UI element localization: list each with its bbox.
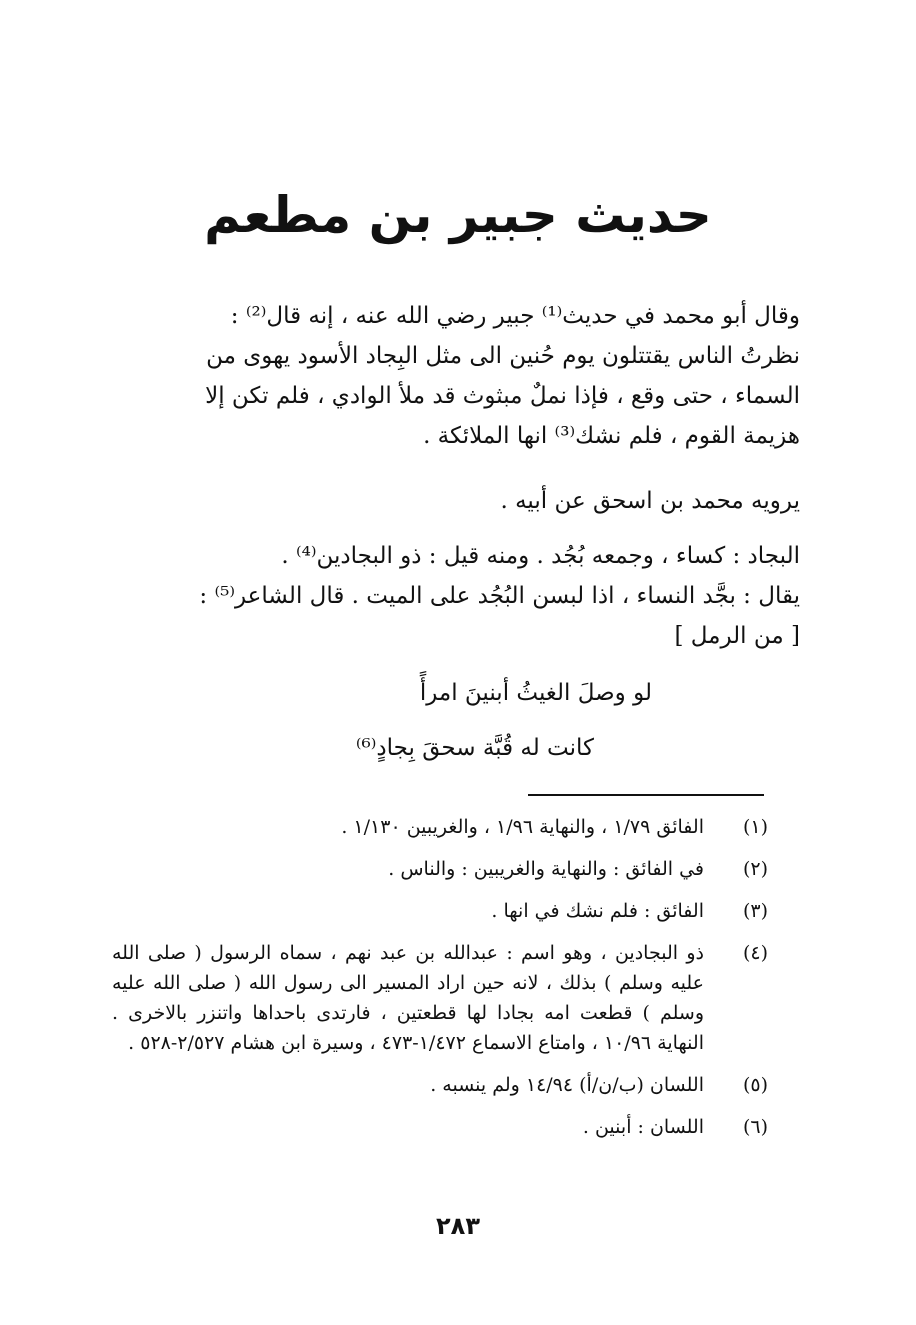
narration-paragraph — [112, 481, 800, 521]
text-line: وقال أبو محمد في حديث⁽¹⁾ جبير رضي الله عنه ، إنه قال⁽²⁾ : — [230, 303, 800, 329]
footnote-number: (١) — [742, 816, 768, 838]
verse-line-2: كانت له قُبَّة سحقَ بِجادٍ⁽⁶⁾ — [355, 735, 594, 761]
footnote-text: اللسان (ب/ن/أ) ١٤/٩٤ ولم ينسبه . — [430, 1074, 704, 1096]
footnote-number: (٣) — [742, 900, 768, 922]
hadith-paragraph — [112, 296, 800, 456]
footnote-text: في الفائق : والنهاية والغريبين : والناس . — [388, 858, 704, 880]
page-title: حديث جبير بن مطعم — [204, 186, 712, 244]
footnote — [112, 896, 768, 926]
footnote — [112, 1070, 768, 1100]
footnote-number: (٢) — [742, 858, 768, 880]
footnote-text: اللسان : أبنين . — [582, 1116, 704, 1138]
text-line: يقال : بجَّد النساء ، اذا لبسن البُجُد على الميت . قال الشاعر⁽⁵⁾ : — [199, 583, 800, 609]
explanation-paragraph — [112, 536, 800, 656]
footnote — [112, 812, 768, 842]
footnote-number: (٤) — [742, 942, 768, 964]
verse-line-1: لو وصلَ الغيثُ أبنينَ امرأً — [419, 680, 652, 706]
text-line: يرويه محمد بن اسحق عن أبيه . — [500, 488, 800, 514]
footnotes — [112, 812, 768, 1154]
meter-label: [ من الرمل ] — [674, 623, 800, 649]
footnote-number: (٦) — [742, 1116, 768, 1138]
footnote-text: الفائق ١/٧٩ ، والنهاية ١/٩٦ ، والغريبين ١/١٣٠ . — [341, 816, 704, 838]
footnote-text: الفائق : فلم نشك في انها . — [491, 900, 704, 922]
text-line: نظرتُ الناس يقتتلون يوم حُنين الى مثل البِجاد الأسود يهوى من — [206, 343, 800, 369]
text-line: السماء ، حتى وقع ، فإذا نملٌ مبثوث قد ملأ الوادي ، فلم تكن إلا — [205, 383, 800, 409]
footnote-number: (٥) — [742, 1074, 768, 1096]
text-line: هزيمة القوم ، فلم نشك⁽³⁾ انها الملائكة . — [423, 423, 800, 449]
footnote-divider — [528, 794, 764, 796]
footnote — [112, 854, 768, 884]
footnote — [112, 938, 768, 1058]
footnote-text: ذو البجادين ، وهو اسم : عبدالله بن عبد نهم ، سماه الرسول ( صلى الله عليه وسلم ) بذلك ، لانه حين اراد المسير الى رسول الله ( صلى الله عليه وسلم ) قطعت امه بجادا لها قطعتين ، فارتدى باحداها واتنزر بالاخرى . النهاية ١٠/٩٦ ، وامتاع الاسماع ١/٤٧٢-٤٧٣ ، وسيرة ابن هشام ٢/٥٢٧-٥٢٨ . — [112, 942, 704, 1054]
footnote — [112, 1112, 768, 1142]
page-number: ٢٨٣ — [436, 1212, 480, 1240]
text-line: البجاد : كساء ، وجمعه بُجُد . ومنه قيل : ذو البجادين⁽⁴⁾ . — [281, 543, 800, 569]
